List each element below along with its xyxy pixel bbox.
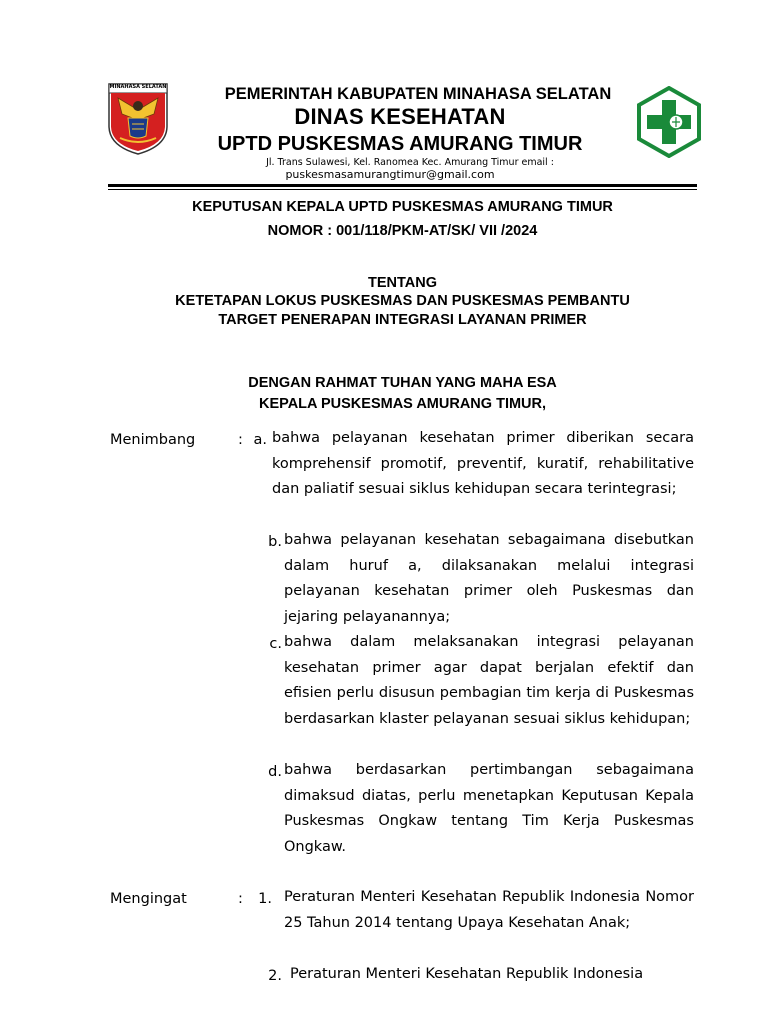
decree-title: KEPUTUSAN KEPALA UPTD PUSKESMAS AMURANG TIMUR: [192, 199, 613, 215]
mengingat-marker-1: 1.: [258, 891, 272, 907]
letterhead-agency: DINAS KESEHATAN: [294, 104, 506, 129]
menimbang-item-a-text: bahwa pelayanan kesehatan primer diberikan secara komprehensif promotif, preventif, kuratif, rehabilitative dan paliatif sesuai siklus kehidupan secara terintegrasi;: [272, 430, 694, 498]
decree-authority: KEPALA PUSKESMAS AMURANG TIMUR,: [258, 396, 547, 412]
mengingat-marker-2: 2.: [268, 968, 282, 984]
letterhead-rule-thin: [108, 189, 697, 190]
mengingat-item-1-text: Peraturan Menteri Kesehatan Republik Indonesia Nomor 25 Tahun 2014 tentang Upaya Kesehatan Anak;: [284, 889, 694, 931]
menimbang-colon: :: [238, 432, 243, 448]
menimbang-label: Menimbang: [110, 432, 196, 448]
mengingat-colon: :: [238, 891, 243, 907]
decree-tentang: TENTANG: [367, 275, 437, 291]
decree-subject-line2: TARGET PENERAPAN INTEGRASI LAYANAN PRIMER: [218, 312, 587, 328]
menimbang-marker-b: b.: [268, 534, 282, 550]
menimbang-marker-c: c.: [269, 636, 282, 652]
mengingat-item-1: [284, 885, 694, 936]
letterhead-email: puskesmasamurangtimur@gmail.com: [285, 168, 495, 181]
menimbang-item-c: [284, 630, 694, 732]
letterhead-unit: UPTD PUSKESMAS AMURANG TIMUR: [217, 133, 583, 155]
menimbang-marker-a: a.: [253, 432, 267, 448]
mengingat-item-2: [290, 962, 694, 988]
decree-subject-line1: KETETAPAN LOKUS PUSKESMAS DAN PUSKESMAS PEMBANTU: [175, 293, 630, 309]
mengingat-item-2-text: Peraturan Menteri Kesehatan Republik Indonesia: [290, 966, 644, 982]
menimbang-item-a: [272, 426, 694, 503]
menimbang-marker-d: d.: [268, 764, 282, 780]
decree-number: NOMOR : 001/118/PKM-AT/SK/ VII /2024: [267, 223, 538, 239]
letterhead-address: Jl. Trans Sulawesi, Kel. Ranomea Kec. Amurang Timur email :: [266, 157, 554, 168]
menimbang-item-d: [284, 758, 694, 860]
menimbang-item-c-text: bahwa dalam melaksanakan integrasi pelayanan kesehatan primer agar dapat berjalan efektif dan efisien perlu disusun pembagian tim kerja di Puskesmas berdasarkan klaster pelayanan sesuai siklus kehidupan;: [284, 634, 694, 727]
menimbang-item-b: [284, 528, 694, 630]
decree-blessing: DENGAN RAHMAT TUHAN YANG MAHA ESA: [248, 375, 557, 391]
menimbang-item-d-text: bahwa berdasarkan pertimbangan sebagaimana dimaksud diatas, perlu menetapkan Keputusan Kepala Puskesmas Ongkaw tentang Tim Kerja Puskesmas Ongkaw.: [284, 762, 694, 855]
menimbang-item-b-text: bahwa pelayanan kesehatan sebagaimana disebutkan dalam huruf a, dilaksanakan melalui integrasi pelayanan kesehatan primer oleh Puskesmas dan jejaring pelayanannya;: [284, 532, 694, 625]
left-logo-caption: MINAHASA SELATAN: [109, 84, 167, 90]
letterhead-rule-thick: [108, 184, 697, 187]
mengingat-label: Mengingat: [110, 891, 187, 907]
letterhead-government: PEMERINTAH KABUPATEN MINAHASA SELATAN: [224, 85, 612, 103]
